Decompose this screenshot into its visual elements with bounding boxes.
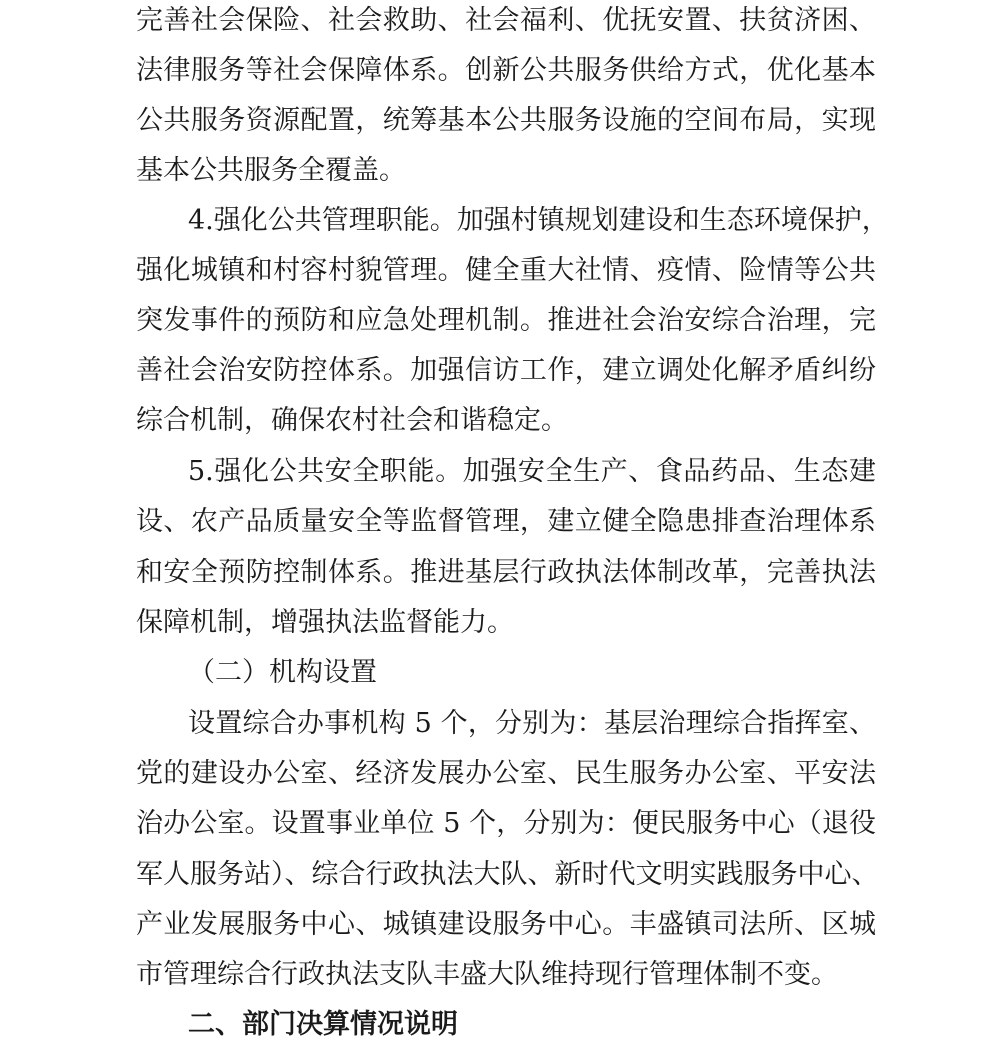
text-line: 法律服务等社会保障体系。创新公共服务供给方式，优化基本: [136, 55, 876, 86]
section-heading: 二、部门决算情况说明: [188, 1009, 458, 1040]
text-line: 治办公室。设置事业单位 5 个，分别为：便民服务中心（退役: [136, 808, 876, 839]
text-line: 强化城镇和村容村貌管理。健全重大社情、疫情、险情等公共: [136, 255, 876, 286]
text-line: 完善社会保险、社会救助、社会福利、优抚安置、扶贫济困、: [136, 5, 876, 36]
text-line: 保障机制，增强执法监督能力。: [136, 607, 514, 638]
text-line: 公共服务资源配置，统筹基本公共服务设施的空间布局，实现: [136, 105, 876, 136]
text-line: 突发事件的预防和应急处理机制。推进社会治安综合治理，完: [136, 305, 876, 336]
text-line: 基本公共服务全覆盖。: [136, 155, 406, 186]
text-line: 市管理综合行政执法支队丰盛大队维持现行管理体制不变。: [136, 959, 838, 990]
text-line: 和安全预防控制体系。推进基层行政执法体制改革，完善执法: [136, 557, 876, 588]
text-line: 设、农产品质量安全等监督管理，建立健全隐患排查治理体系: [136, 506, 876, 537]
text-line: 5.强化公共安全职能。加强安全生产、食品药品、生态建: [188, 456, 876, 487]
text-line: 综合机制，确保农村社会和谐稳定。: [136, 405, 568, 436]
section-subheading: （二）机构设置: [188, 657, 377, 688]
text-line: 军人服务站）、综合行政执法大队、新时代文明实践服务中心、: [136, 859, 879, 890]
text-line: 党的建设办公室、经济发展办公室、民生服务办公室、平安法: [136, 758, 876, 789]
text-line: 产业发展服务中心、城镇建设服务中心。丰盛镇司法所、区城: [136, 909, 876, 940]
text-line: 设置综合办事机构 5 个，分别为：基层治理综合指挥室、: [188, 708, 876, 739]
text-line: 善社会治安防控体系。加强信访工作，建立调处化解矛盾纠纷: [136, 355, 876, 386]
text-line: 4.强化公共管理职能。加强村镇规划建设和生态环境保护，: [188, 205, 889, 236]
